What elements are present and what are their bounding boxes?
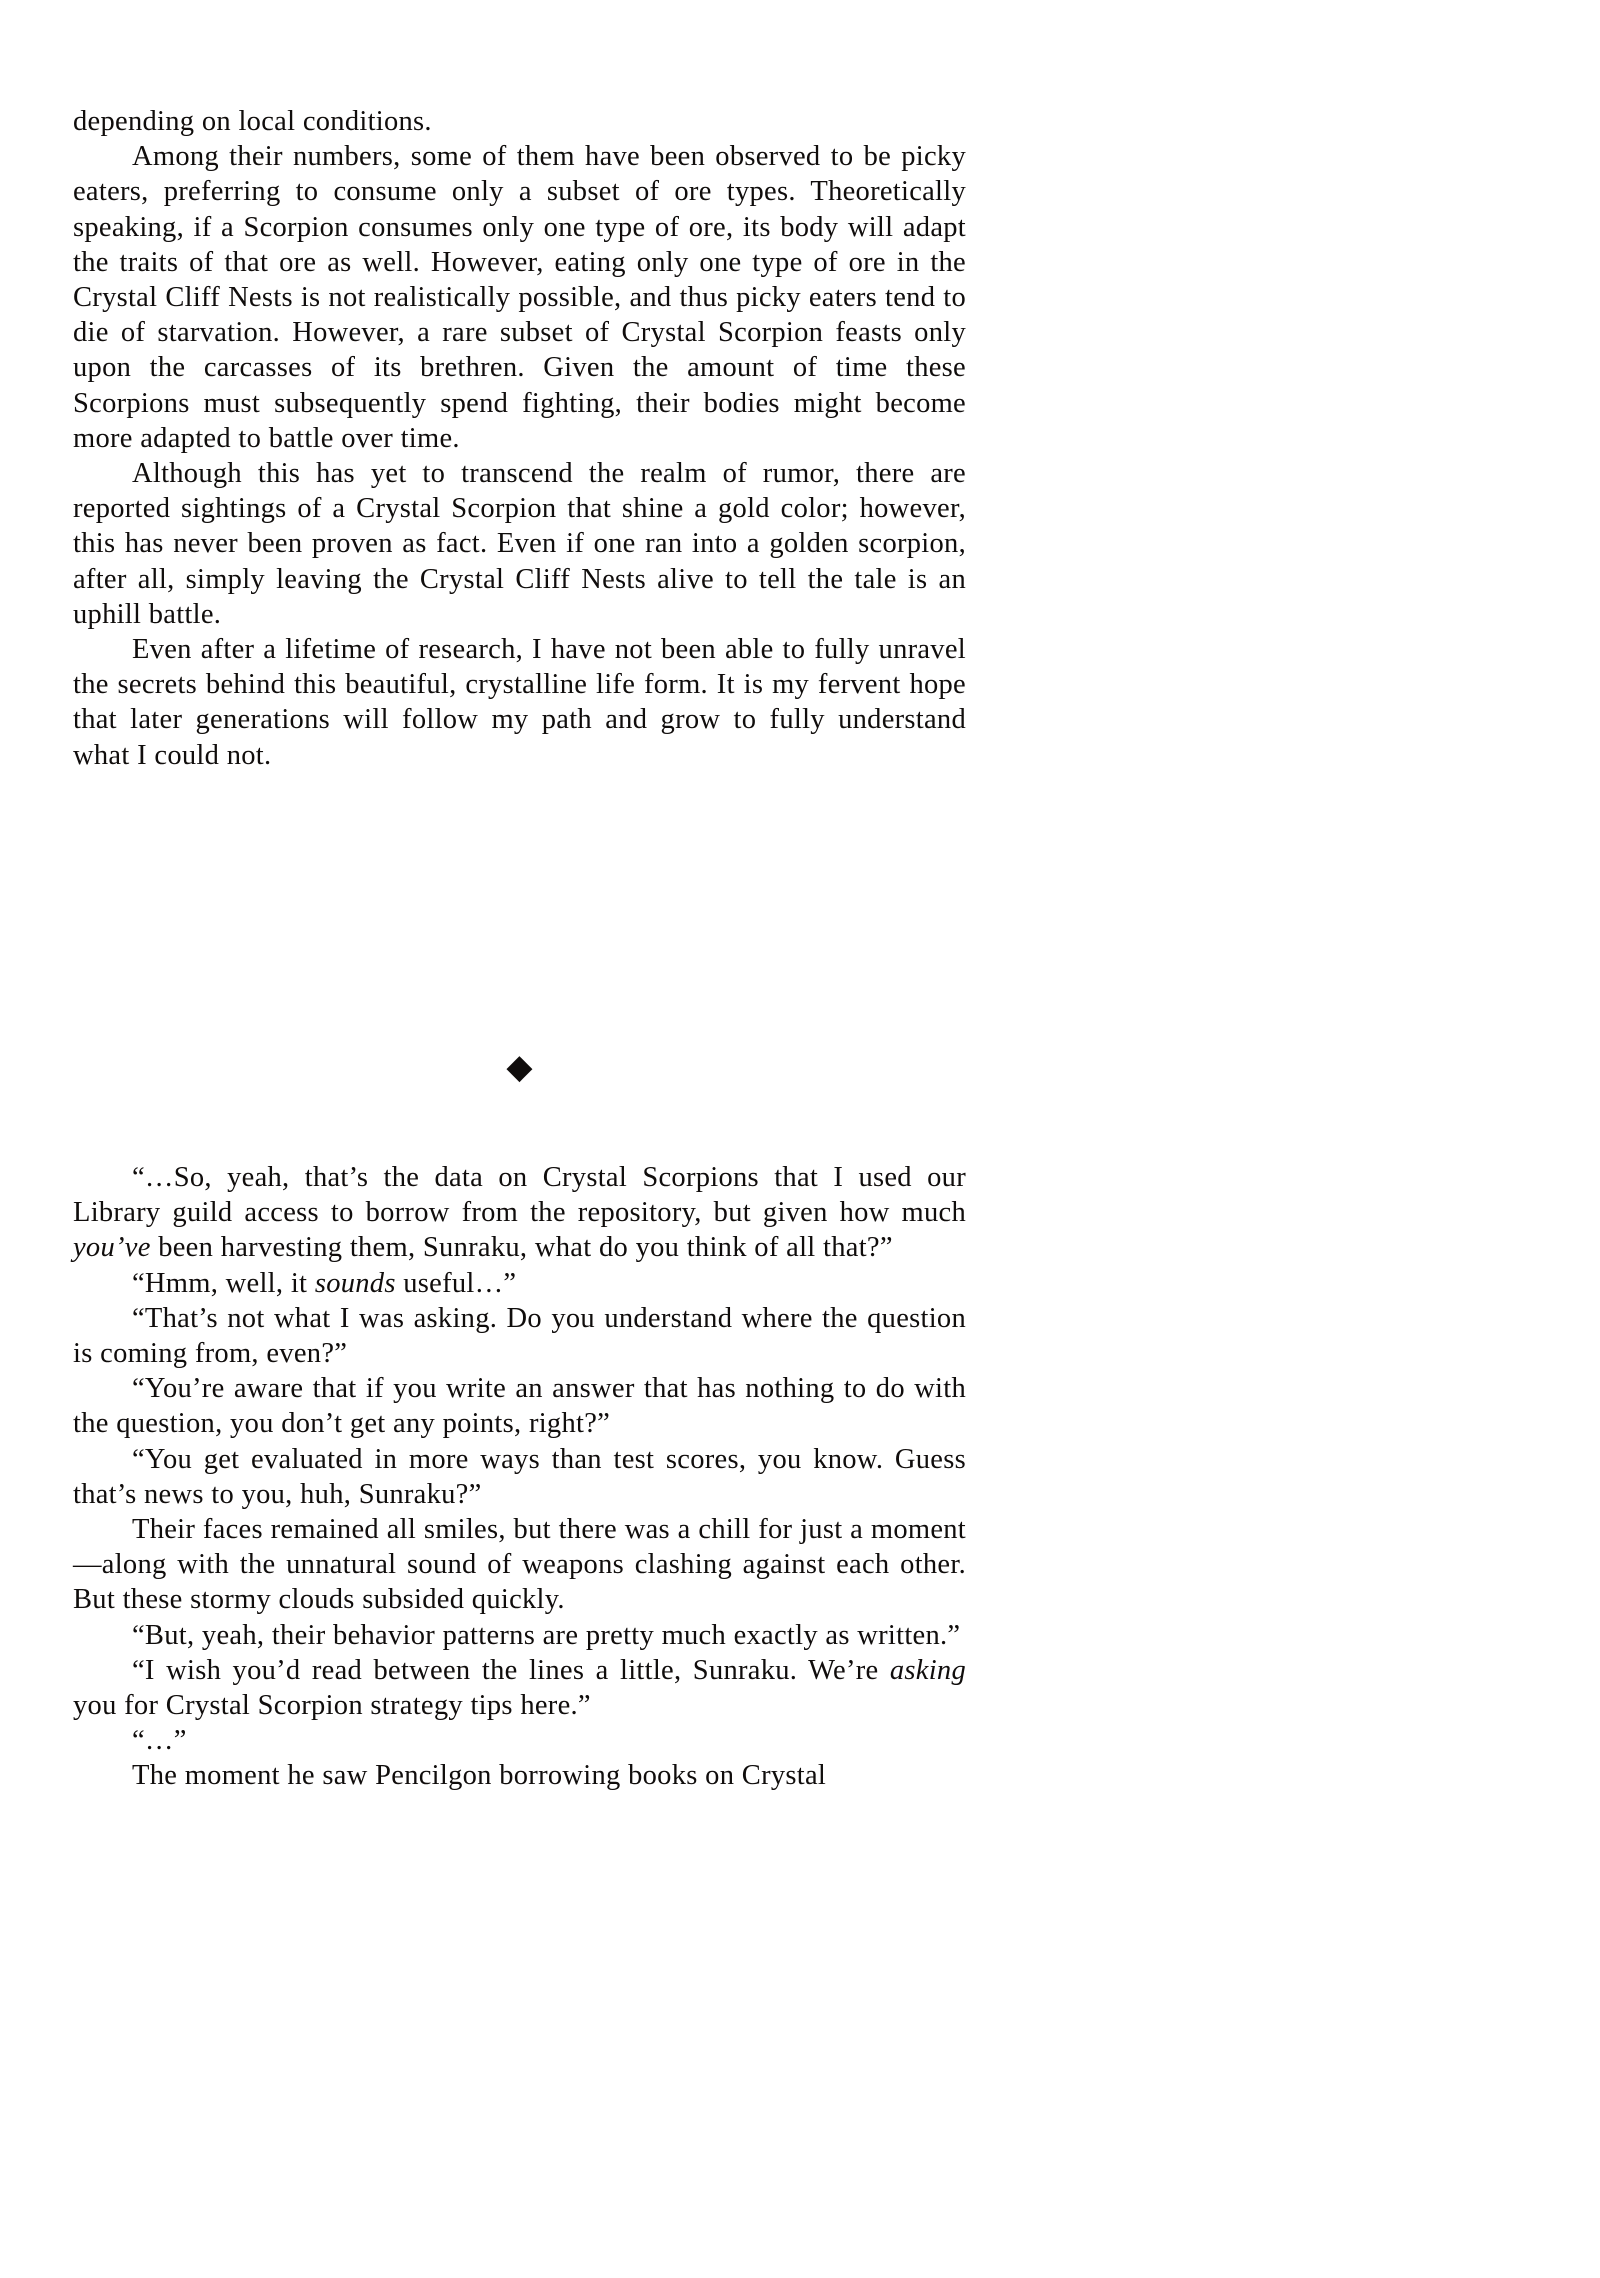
paragraph: Although this has yet to transcend the realm of rumor, there are reported sightings of a Crystal Scorpion that shine a gold color; however, this has never been proven as fact. Even if one ran into a golden scorpion, after all, simply leaving the Crystal Cliff Nests alive to tell the tale is an uphill battle. bbox=[73, 458, 966, 630]
paragraph: “I wish you’d read between the lines a little, Sunraku. We’re asking you for Crystal Scorpion strategy tips here.” bbox=[73, 1654, 966, 1722]
emphasis-text: asking bbox=[889, 1654, 966, 1686]
paragraph: “You get evaluated in more ways than test scores, you know. Guess that’s news to you, huh, Sunraku?” bbox=[73, 1443, 966, 1510]
upper-text-block bbox=[73, 104, 966, 773]
lower-text-block bbox=[73, 1160, 966, 1794]
paragraph: “That’s not what I was asking. Do you understand where the question is coming from, even?” bbox=[73, 1302, 966, 1370]
scene-break bbox=[73, 1047, 966, 1087]
paragraph: “You’re aware that if you write an answer that has nothing to do with the question, you don’t get any points, right?” bbox=[73, 1373, 966, 1440]
paragraph: “…” bbox=[132, 1725, 187, 1757]
paragraph: The moment he saw Pencilgon borrowing books on Crystal bbox=[132, 1760, 827, 1792]
paragraph: Even after a lifetime of research, I have not been able to fully unravel the secrets behind this beautiful, crystalline life form. It is my fervent hope that later generations will follow my path and grow to fully understand what I could not. bbox=[73, 634, 966, 771]
paragraph: depending on local conditions. bbox=[73, 106, 432, 137]
emphasis-text: you’ve bbox=[73, 1232, 151, 1264]
emphasis-text: sounds bbox=[314, 1267, 396, 1299]
scene-break-diamond-icon: ◆ bbox=[506, 1047, 533, 1087]
paragraph: “But, yeah, their behavior patterns are pretty much exactly as written.” bbox=[132, 1619, 961, 1651]
paragraph: Their faces remained all smiles, but there was a chill for just a moment—along with the unnatural sound of weapons clashing against each other. But these stormy clouds subsided quickly. bbox=[73, 1514, 966, 1616]
paragraph: “…So, yeah, that’s the data on Crystal Scorpions that I used our Library guild access to borrow from the repository, but given how much you’ve been harvesting them, Sunraku, what do you think of all that?” bbox=[73, 1162, 966, 1264]
paragraph: “Hmm, well, it sounds useful…” bbox=[132, 1267, 517, 1299]
paragraph: Among their numbers, some of them have been observed to be picky eaters, preferring to consume only a subset of ore types. Theoretically speaking, if a Scorpion consumes only one type of ore, its body will adapt the traits of that ore as well. However, eating only one type of ore in the Crystal Cliff Nests is not realistically possible, and thus picky eaters tend to die of starvation. However, a rare subset of Crystal Scorpion feasts only upon the carcasses of its brethren. Given the amount of time these Scorpions must subsequently spend fighting, their bodies might become more adapted to battle over time. bbox=[73, 141, 966, 454]
